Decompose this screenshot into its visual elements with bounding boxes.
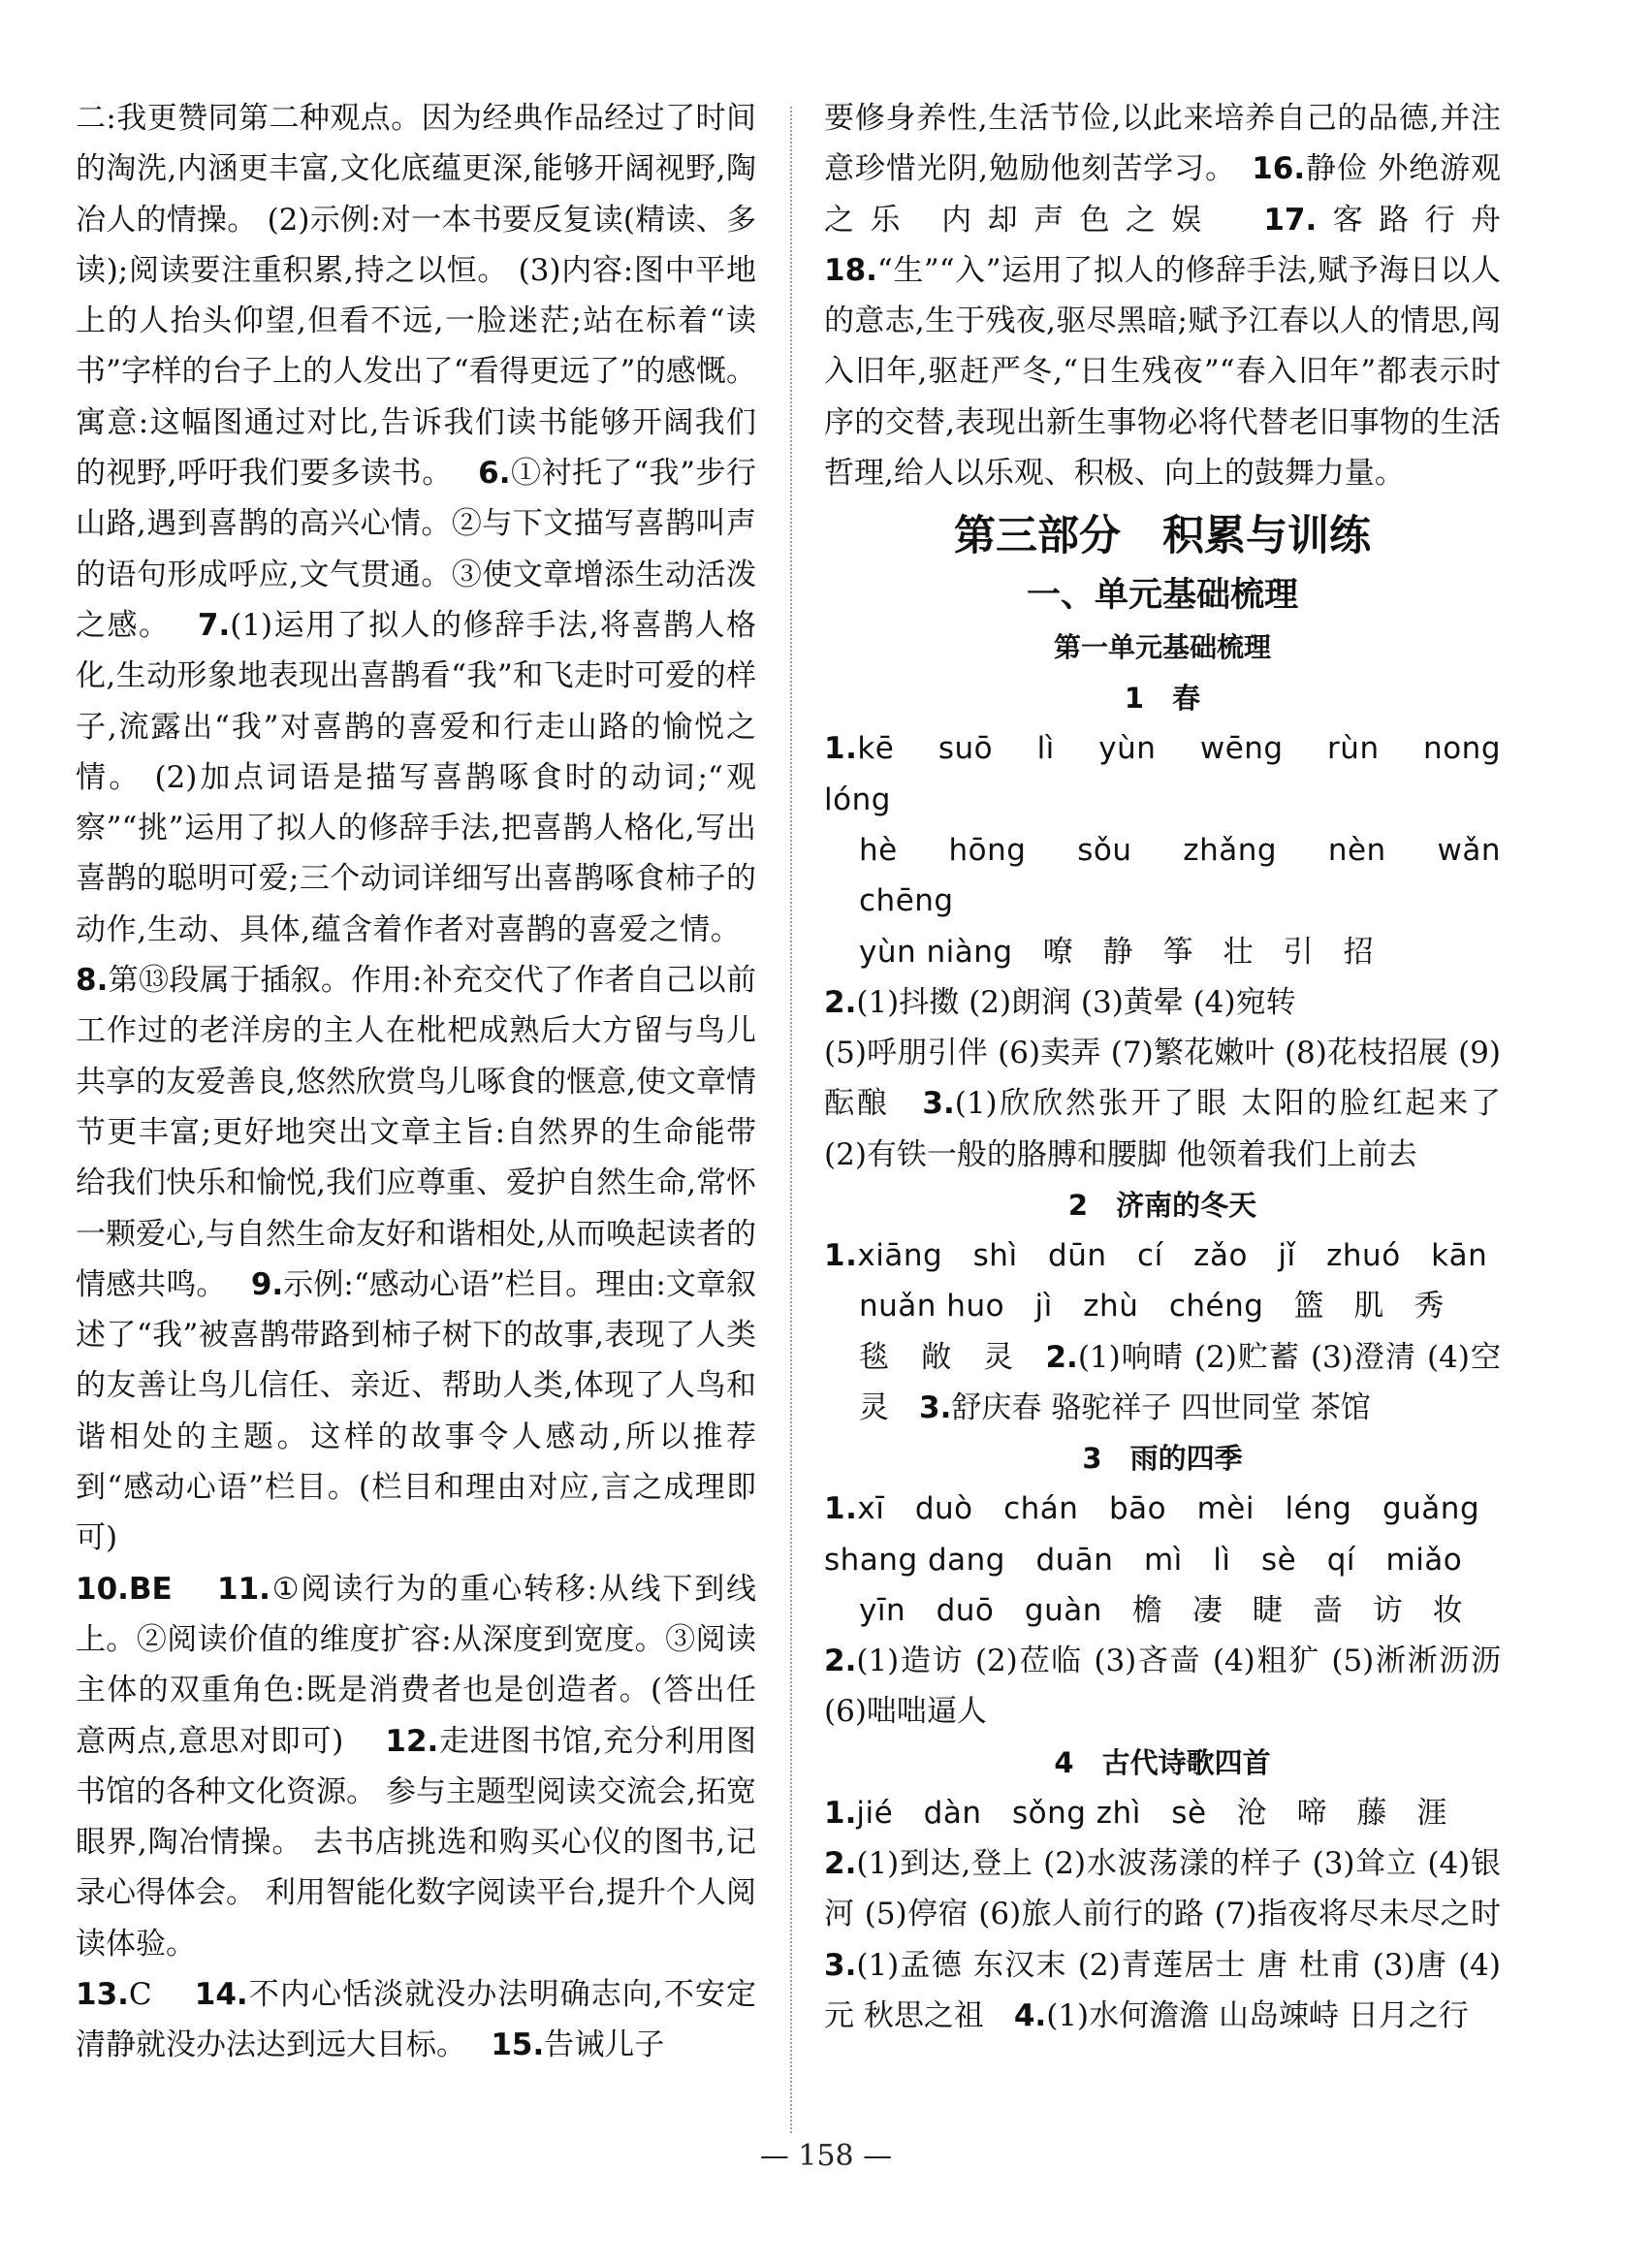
column-divider	[790, 107, 792, 2133]
left-column	[76, 93, 756, 2071]
lesson-1-content	[824, 723, 1532, 1180]
answer-line: 2.(1)造访 (2)莅临 (3)吝啬 (4)粗犷 (5)淅淅沥沥 (6)咄咄逼人	[824, 1644, 1501, 1730]
right-column	[824, 93, 1532, 2041]
answer-line: 2.(1)到达,登上 (2)水波荡漾的样子 (3)耸立 (4)银河 (5)停宿 (6)旅人前行的路 (7)指夜将尽未尽之时 3.(1)孟德 东汉末 (2)青莲居士 唐 杜甫 (3)唐 (4)元 秋思之祖 4.(1)水何澹澹 山岛竦峙 日月之行	[824, 1846, 1501, 2033]
pinyin-line: 1.xiāng shì dūn cí zǎo jǐ zhuó kān	[824, 1238, 1488, 1274]
lesson-3-content	[824, 1484, 1501, 1737]
lesson-title: 3 雨的四季	[1082, 1442, 1243, 1476]
pinyin-line: 1.xī duò chán bāo mèi léng guǎng	[824, 1491, 1480, 1527]
pinyin-hanzi-line: yīn duō guàn 檐 凄 睫 啬 访 妆	[859, 1592, 1463, 1628]
pinyin-line: 1.kē suō lì yùn wēng rùn nong lóng	[824, 731, 1532, 817]
pinyin-hanzi-line: nuǎn huo jì zhù chéng 篮 肌 秀	[859, 1289, 1445, 1324]
lesson-2-content	[824, 1230, 1501, 1433]
answer-line: 2.(1)抖擞 (2)朗润 (3)黄晕 (4)宛转	[824, 984, 1296, 1020]
pinyin-line: shang dang duān mì lì sè qí miǎo	[824, 1542, 1463, 1578]
lesson-title: 4 古代诗歌四首	[1054, 1745, 1271, 1779]
pinyin-hanzi-line: 1.jié dàn sǒng zhì sè 沧 啼 藤 涯	[824, 1795, 1447, 1831]
page-number: — 158 —	[759, 2139, 893, 2173]
answer-block-left: 二:我更赞同第二种观点。因为经典作品经过了时间的淘洗,内涵更丰富,文化底蕴更深,能够开阔视野,陶冶人的情操。 (2)示例:对一本书要反复读(精读、多读);阅读要注重积累,持之以恒。 (3)内容:图中平地上的人抬头仰望,但看不远,一脸迷茫;站在标着“读书”字样的台子上的人发出了“看得更远了”的感慨。寓意:这幅图通过对比,告诉我们读书能够开阔我们的视野,呼吁我们要多读书。 6.①衬托了“我”步行山路,遇到喜鹊的高兴心情。②与下文描写喜鹊叫声的语句形成呼应,文气贯通。③使文章增添生动活泼之感。 7.(1)运用了拟人的修辞手法,将喜鹊人格化,生动形象地表现出喜鹊看“我”和飞走时可爱的样子,流露出“我”对喜鹊的喜爱和行走山路的愉悦之情。 (2)加点词语是描写喜鹊啄食时的动词;“观察”“挑”运用了拟人的修辞手法,把喜鹊人格化,写出喜鹊的聪明可爱;三个动词详细写出喜鹊啄食柿子的动作,生动、具体,蕴含着作者对喜鹊的喜爱之情。 8.第⑬段属于插叙。作用:补充交代了作者自己以前工作过的老洋房的主人在枇杷成熟后大方留与鸟儿共享的友爱善良,悠然欣赏鸟儿啄食的惬意,使文章情节更丰富;更好地突出文章主旨:自然界的生命能带给我们快乐和愉悦,我们应尊重、爱护自然生命,常怀一颗爱心,与自然生命友好和谐相处,从而唤起读者的情感共鸣。 9.示例:“感动心语”栏目。理由:文章叙述了“我”被喜鹊带路到柿子树下的故事,表现了人类的友善让鸟儿信任、亲近、帮助人类,体现了人鸟和谐相处的主题。这样的故事令人感动,所以推荐到“感动心语”栏目。(栏目和理由对应,言之成理即可) 10.BE 11.①阅读行为的重心转移:从线下到线上。②阅读价值的维度扩容:从深度到宽度。③阅读主体的双重角色:既是消费者也是创造者。(答出任意两点,意思对即可) 12.走进图书馆,充分利用图书馆的各种文化资源。 参与主题型阅读交流会,拓宽眼界,陶冶情操。 去书店挑选和购买心仪的图书,记录心得体会。 利用智能化数字阅读平台,提升个人阅读体验。 13.C 14.不内心恬淡就没办法明确志向,不安定清静就没办法达到远大目标。 15.告诫儿子	[76, 101, 757, 2063]
lesson-title: 2 济南的冬天	[1067, 1189, 1257, 1223]
answer-line: 毯 敞 灵 2.(1)响晴 (2)贮蓄 (3)澄清 (4)空灵 3.舒庆春 骆驼祥子 四世同堂 茶馆	[859, 1339, 1501, 1425]
unit-title: 第一单元基础梳理	[1053, 631, 1271, 664]
pinyin-hanzi-line: yùn niàng 嘹 静 筝 壮 引 招	[859, 934, 1374, 970]
answer-line: (5)呼朋引伴 (6)卖弄 (7)繁花嫩叶 (8)花枝招展 (9)酝酿 3.(1)欣欣然张开了眼 太阳的脸红起来了 (2)有铁一般的胳膊和腰脚 他领着我们上前去	[824, 1036, 1502, 1172]
answer-block-right: 要修身养性,生活节俭,以此来培养自己的品德,并注意珍惜光阴,勉励他刻苦学习。 16.静俭 外绝游观之乐 内却声色之娱 17.客路行舟 18.“生”“入”运用了拟人的修辞手法,赋予海日以人的意志,生于残夜,驱尽黑暗;赋予江春以人的情思,闯入旧年,驱赶严冬,“日生残夜”“春入旧年”都表示时序的交替,表现出新生事物必将代替老旧事物的生活哲理,给人以乐观、积极、向上的鼓舞力量。	[824, 101, 1502, 492]
lesson-title: 1 春	[1124, 682, 1201, 716]
lesson-4-content	[824, 1788, 1501, 2041]
section-title: 一、单元基础梳理	[1026, 576, 1298, 616]
pinyin-line: hè hōng sǒu zhǎng nèn wǎn chēng	[859, 832, 1532, 919]
part-title: 第三部分 积累与训练	[954, 512, 1371, 561]
